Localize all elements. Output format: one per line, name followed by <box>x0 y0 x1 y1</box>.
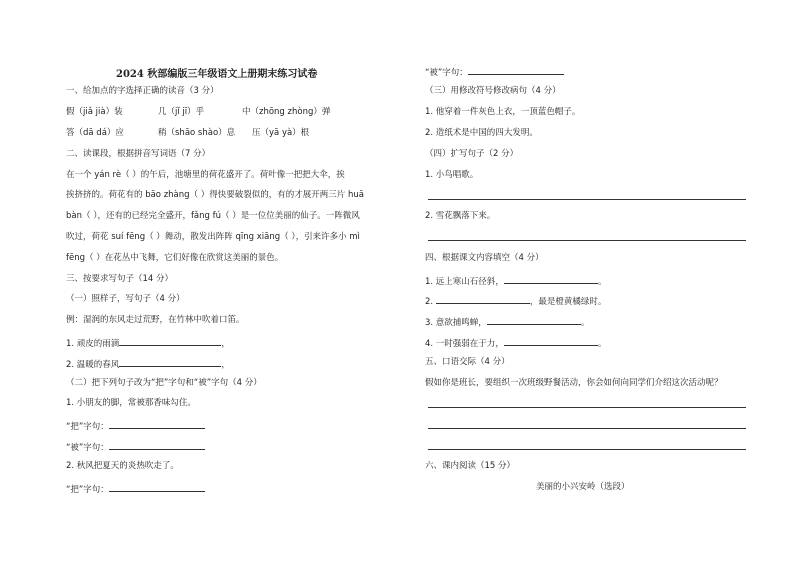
poem-fill-4: 4. 一时强弱在于力， 。 <box>425 336 606 350</box>
oral-prompt: 假如你是班长，要组织一次班级野餐活动，你会如何向同学们介绍这次活动呢？ <box>425 378 723 388</box>
passage-line-3: bàn（ ），还有的已经完全盛开，fǎng fú（ ）是一位位美丽的仙子。一阵微风 <box>66 211 360 221</box>
section-5-heading: 五、口语交际（4 分） <box>425 357 510 367</box>
poem-fill-2: 2. ，最是橙黄橘绿时。 <box>425 294 606 308</box>
expand-question-2: 2. 雪花飘落下来。 <box>425 211 496 221</box>
example-sentence: 例：湿润的东风走过荒野，在竹林中吹着口笛。 <box>66 315 245 325</box>
pinyin-choice-2: 几（jǐ jī）乎 <box>158 107 205 117</box>
answer-blank[interactable] <box>468 65 564 75</box>
section-3-heading: 三、按要求写句子（14 分） <box>66 274 174 284</box>
section-4-heading: 四、根据课文内容填空（4 分） <box>425 253 544 263</box>
bei-sentence-line-2: “被”字句： <box>425 65 564 79</box>
ba-sentence-line-1: “把”字句： <box>66 419 205 433</box>
pinyin-choice-4: 答（dā dá）应 <box>66 128 124 138</box>
reading-title: 美丽的小兴安岭（选段） <box>536 482 630 492</box>
ba-bei-question-1: 1. 小朋友的脚，常被那香味勾住。 <box>66 398 196 408</box>
answer-blank[interactable] <box>504 336 598 346</box>
answer-line[interactable] <box>428 240 746 241</box>
subsection-imitate: （一）照样子，写句子（4 分） <box>66 294 185 304</box>
section-2-heading: 二、读课段，根据拼音写词语（7 分） <box>66 149 211 159</box>
poem-fill-1: 1. 远上寒山石径斜， 。 <box>425 274 606 288</box>
answer-blank[interactable] <box>109 419 205 429</box>
bei-sentence-line-1: “被”字句： <box>66 440 205 454</box>
answer-blank[interactable] <box>109 482 205 492</box>
pinyin-choice-3: 中（zhōng zhòng）弹 <box>242 107 331 117</box>
answer-blank[interactable] <box>119 336 221 346</box>
answer-line[interactable] <box>428 449 746 450</box>
passage-line-5: fēng（ ）在花丛中飞舞，它们好像在欣赏这美丽的景色。 <box>66 253 284 263</box>
poem-fill-3: 3. 意欲捕鸣蝉， 。 <box>425 315 589 329</box>
ba-sentence-line-2: “把”字句： <box>66 482 205 496</box>
answer-blank[interactable] <box>487 315 581 325</box>
passage-line-2: 挨挤挤的。荷花有的 bāo zhàng（ ）得快要破裂似的，有的才展开两三片 huā <box>66 190 364 200</box>
correct-question-1: 1. 他穿着一件灰色上衣，一顶蓝色帽子。 <box>425 107 581 117</box>
pinyin-choice-5: 稍（shāo shào）息 <box>158 128 236 138</box>
subsection-correct: （三）用修改符号修改病句（4 分） <box>425 86 561 96</box>
expand-question-1: 1. 小鸟唱歌。 <box>425 170 479 180</box>
subsection-expand: （四）扩写句子（2 分） <box>425 149 519 159</box>
pinyin-choice-6: 压（yā yà）根 <box>252 128 310 138</box>
answer-blank[interactable] <box>119 357 221 367</box>
correct-question-2: 2. 造纸术是中国的四大发明。 <box>425 128 538 138</box>
section-1-heading: 一、给加点的字选择正确的读音（3 分） <box>66 86 219 96</box>
answer-blank[interactable] <box>436 294 530 304</box>
answer-blank[interactable] <box>109 440 205 450</box>
imitate-question-1: 1. 顽皮的雨滴 ， <box>66 336 230 350</box>
subsection-ba-bei: （二）把下列句子改为“把”字句和“被”字句（4 分） <box>66 378 262 388</box>
passage-line-1: 在一个 yán rè（ ）的午后，池塘里的荷花盛开了。荷叶像一把把大伞，挨 <box>66 170 345 180</box>
ba-bei-question-2: 2. 秋风把夏天的炎热吹走了。 <box>66 461 179 471</box>
answer-line[interactable] <box>428 407 746 408</box>
exam-title: 2024 秋部编版三年级语文上册期末练习试卷 <box>116 69 318 80</box>
answer-line[interactable] <box>428 199 746 200</box>
imitate-question-2: 2. 温暖的春风 ， <box>66 357 230 371</box>
answer-blank[interactable] <box>504 274 598 284</box>
answer-line[interactable] <box>428 428 746 429</box>
pinyin-choice-1: 假（jiǎ jià）装 <box>66 107 123 117</box>
section-6-heading: 六、课内阅读（15 分） <box>425 461 516 471</box>
passage-line-4: 吹过，荷花 suí fēng（ ）舞动，散发出阵阵 qīng xiāng（ ），引来许多小 mì <box>66 232 360 242</box>
